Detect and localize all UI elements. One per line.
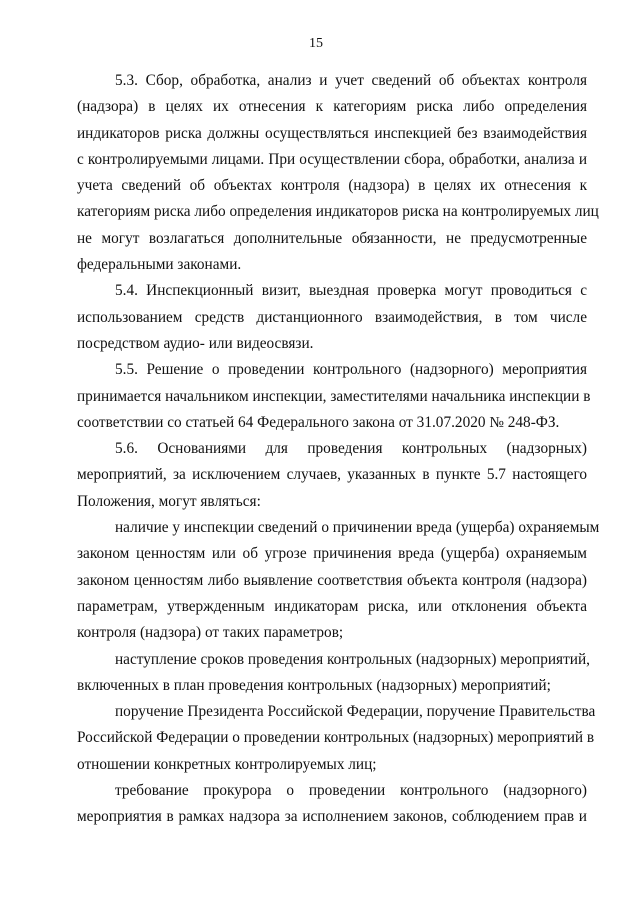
text-line: законом ценностям либо выявление соответствия объекта контроля (надзора) [77,571,587,589]
text-line: 5.3. Сбор, обработка, анализ и учет сведений об объектах контроля [115,72,587,89]
text-line: (надзора) в целях их отнесения к категориям риска либо определения [77,98,587,116]
text-line: соответствии со статьей 64 Федерального закона от 31.07.2020 № 248-ФЗ. [77,413,560,431]
text-line: отношении конкретных контролируемых лиц; [77,755,377,773]
paragraph-p56d [77,778,587,831]
text-line: 5.6. Основаниями для проведения контрольных (надзорных) [115,440,587,458]
text-line: с контролируемыми лицами. При осуществлении сбора, обработки, анализа и [77,150,587,168]
text-line: наступление сроков проведения контрольных (надзорных) мероприятий, [115,650,590,668]
document-body [77,68,600,831]
text-line: мероприятия в рамках надзора за исполнением законов, соблюдением прав и [77,808,587,826]
text-line: принимается начальником инспекции, заместителями начальника инспекции в [77,387,591,405]
text-line: наличие у инспекции сведений о причинении вреда (ущерба) охраняемым [115,519,600,537]
text-line: Российской Федерации о проведении контрольных (надзорных) мероприятий в [77,729,595,747]
text-line: поручение Президента Российской Федерации, поручение Правительства [115,703,596,721]
paragraph-p54 [77,278,587,357]
text-line: требование прокурора о проведении контрольного (надзорного) [115,782,587,800]
text-line: использованием средств дистанционного взаимодействия, в том числе [77,308,587,326]
text-line: категориям риска либо определения индикаторов риска на контролируемых лиц [77,203,599,221]
text-line: посредством аудио- или видеосвязи. [77,334,314,352]
text-line: 5.5. Решение о проведении контрольного (надзорного) мероприятия [115,361,587,379]
paragraph-p56c [77,699,596,778]
paragraph-p56 [77,436,587,515]
text-line: индикаторов риска должны осуществляться инспекцией без взаимодействия [77,124,587,142]
text-line: не могут возлагаться дополнительные обязанности, не предусмотренные [77,229,587,247]
paragraph-p53 [77,68,599,278]
text-line: федеральными законами. [77,256,242,274]
paragraph-p55 [77,357,591,436]
paragraph-p56b [77,647,590,700]
text-line: 5.4. Инспекционный визит, выездная проверка могут проводиться с [115,282,587,300]
page-number: 15 [309,36,323,51]
text-line: мероприятий, за исключением случаев, указанных в пункте 5.7 настоящего [77,466,587,484]
text-line: включенных в план проведения контрольных (надзорных) мероприятий; [77,676,551,694]
text-line: контроля (надзора) от таких параметров; [77,624,344,642]
text-line: учета сведений об объектах контроля (надзора) в целях их отнесения к [77,177,587,195]
text-line: Положения, могут являться: [77,492,261,510]
text-line: параметрам, утвержденным индикаторам риска, или отклонения объекта [77,597,587,615]
text-line: законом ценностям или об угрозе причинения вреда (ущерба) охраняемым [77,545,587,563]
paragraph-p56a [77,515,600,646]
